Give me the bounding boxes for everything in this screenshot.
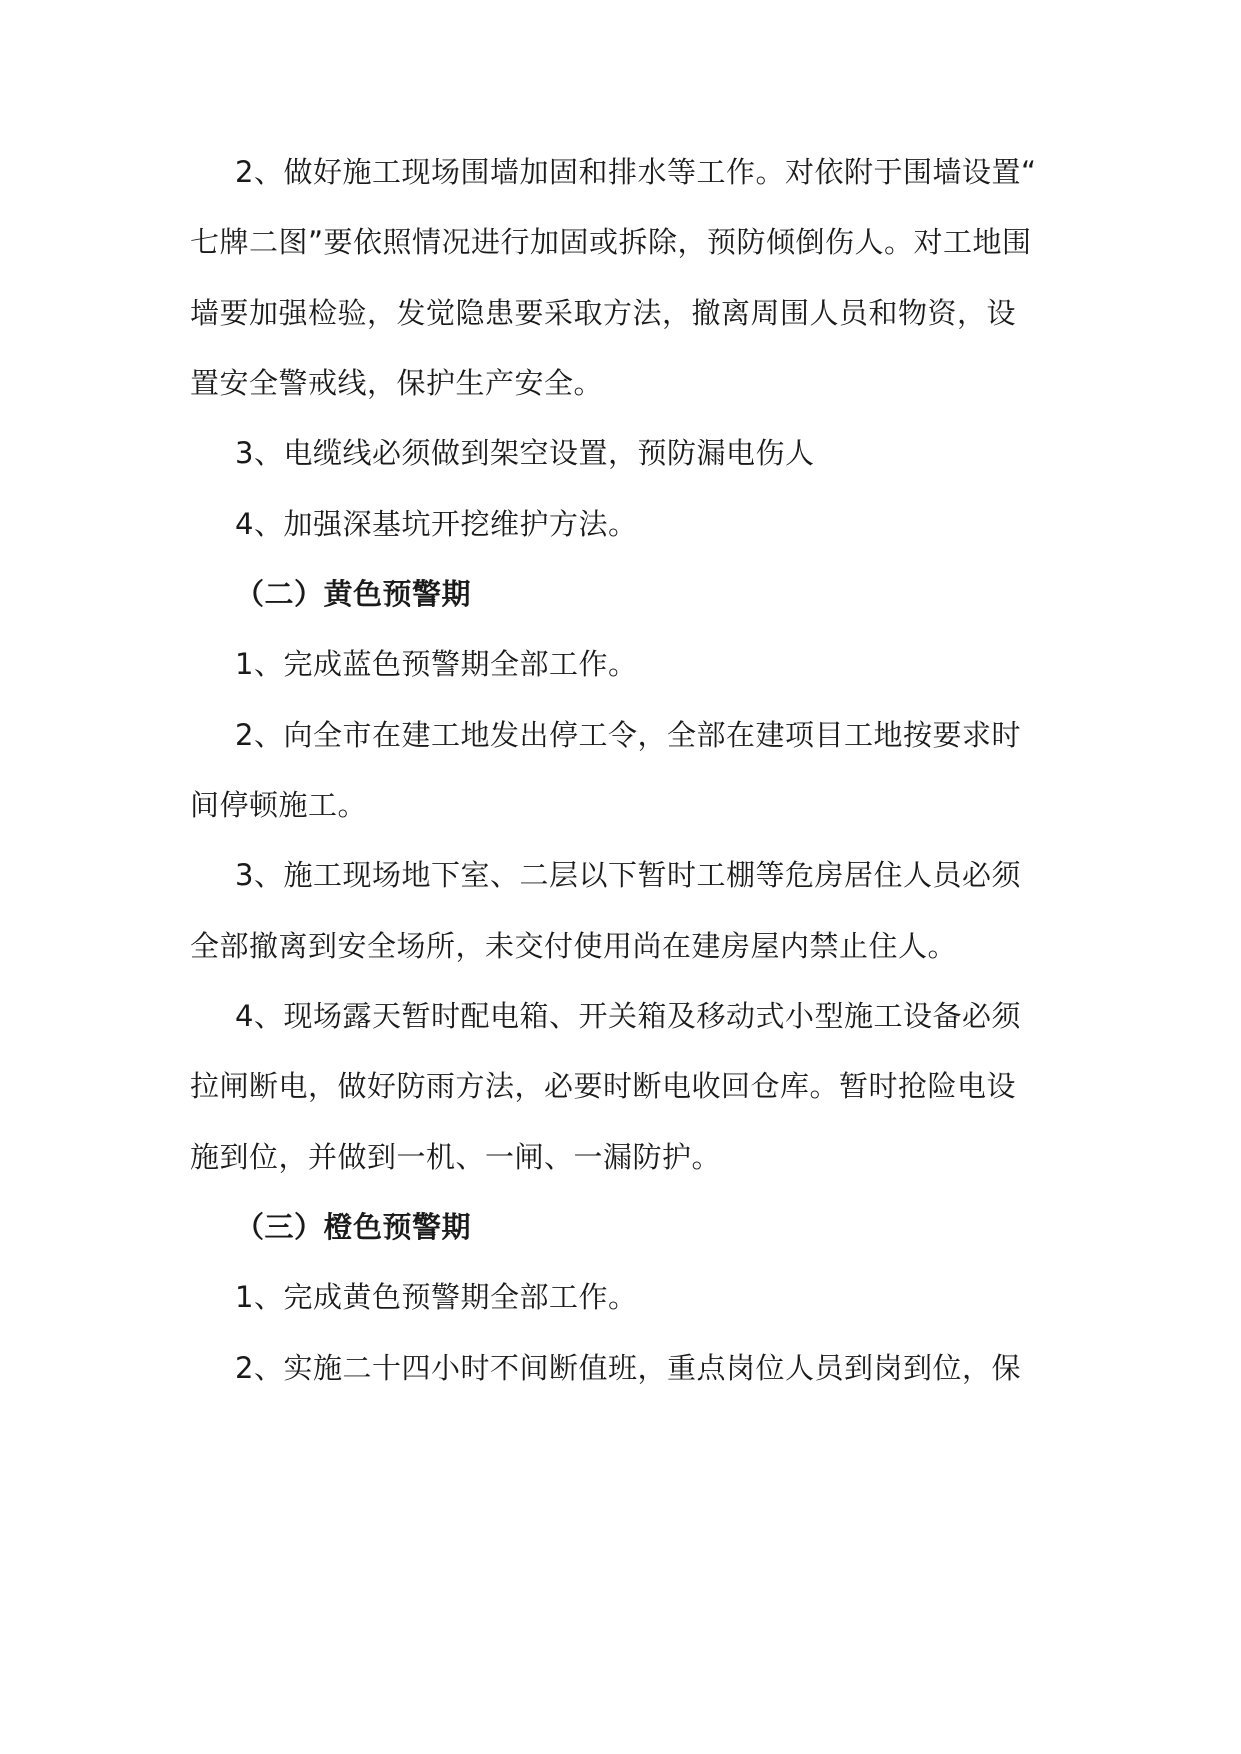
section-heading: （二）黄色预警期 bbox=[235, 577, 472, 611]
paragraph-line: 1、完成蓝色预警期全部工作。 bbox=[235, 647, 638, 681]
paragraph-line: 2、向全市在建工地发出停工令，全部在建项目工地按要求时 bbox=[235, 718, 1021, 752]
paragraph-line: 施到位，并做到一机、一闸、一漏防护。 bbox=[190, 1140, 722, 1174]
paragraph-line: 拉闸断电，做好防雨方法，必要时断电收回仓库。暂时抢险电设 bbox=[190, 1069, 1017, 1103]
paragraph-line: 2、做好施工现场围墙加固和排水等工作。对依附于围墙设置“ bbox=[235, 155, 1037, 189]
paragraph-line: 间停顿施工。 bbox=[190, 788, 368, 822]
paragraph-line: 七牌二图”要依照情况进行加固或拆除，预防倾倒伤人。对工地围 bbox=[190, 225, 1032, 259]
paragraph-line: 全部撤离到安全场所，未交付使用尚在建房屋内禁止住人。 bbox=[190, 929, 958, 963]
paragraph-line: 2、实施二十四小时不间断值班，重点岗位人员到岗到位，保 bbox=[235, 1351, 1021, 1385]
paragraph-line: 3、施工现场地下室、二层以下暂时工棚等危房居住人员必须 bbox=[235, 858, 1021, 892]
paragraph-line: 4、加强深基坑开挖维护方法。 bbox=[235, 507, 638, 541]
paragraph-line: 置安全警戒线，保护生产安全。 bbox=[190, 366, 604, 400]
section-heading: （三）橙色预警期 bbox=[235, 1210, 472, 1244]
paragraph-line: 1、完成黄色预警期全部工作。 bbox=[235, 1280, 638, 1314]
paragraph-line: 3、电缆线必须做到架空设置，预防漏电伤人 bbox=[235, 436, 815, 470]
paragraph-line: 4、现场露天暂时配电箱、开关箱及移动式小型施工设备必须 bbox=[235, 999, 1021, 1033]
paragraph-line: 墙要加强检验，发觉隐患要采取方法，撤离周围人员和物资，设 bbox=[190, 296, 1017, 330]
